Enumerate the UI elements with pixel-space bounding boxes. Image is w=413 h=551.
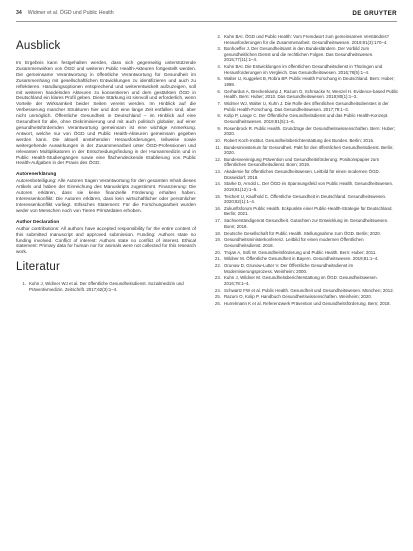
reference-text: Widmer WJ, Walter U, Kuhn J. Die Rolle des öffentlichen Gesundheitsdienstes in der Public Health-Forschung. Das Gesundheitswesen. 2017;79:1–3. (224, 100, 389, 112)
reference-text: Bonhoeffer J. Der Gesundheitsamt in den Bundesländern. Der Vorbild zum gesundheitlichen Dienst und die rechtlichen Folgen. Das Gesundheitswesen. 2015;77(11):1–4. (224, 46, 374, 63)
reference-text: Gesundheitsministerkonferenz. Leitbild für einen modernen Öffentlichen Gesundheitsdienst. 2018. (224, 237, 364, 248)
reference-number: 15. (214, 193, 221, 199)
reference-item (211, 206, 399, 217)
reference-item (211, 256, 399, 262)
reference-item (211, 89, 399, 100)
reference-item (211, 288, 399, 294)
reference-text: Kuhn J, Wildner M. Gesundheitsberichterstattung im ÖGD. Gesundheitswesen. 2016;78:1–4. (224, 275, 378, 286)
reference-item (211, 101, 399, 112)
reference-item (211, 250, 399, 256)
reference-item (211, 138, 399, 144)
literatur-heading: Literatur (16, 261, 60, 274)
reference-text: Kolip P, Lange C. Der Öffentliche Gesundheitsdienst und das Public Health-Konzept. Gesundheitswesen. 2019;81(5):1–6. (224, 113, 389, 124)
reference-item (211, 113, 399, 124)
reference-item (211, 76, 399, 87)
page-number: 34 (16, 10, 22, 16)
reference-number: 19. (214, 237, 221, 243)
reference-item (211, 263, 399, 274)
reference-number: 4. (217, 64, 221, 70)
reference-item (211, 194, 399, 205)
reference-text: Kuhn J, Widmer WJ et al. Der öffentliche Gesundheitsdienst. Sozialmedizin und Präventivmedizin. Zeitschrift. 2017;62(3):1–4. (29, 281, 184, 292)
right-column (211, 34, 399, 308)
reference-number: 24. (214, 287, 221, 293)
reference-number: 13. (214, 169, 221, 175)
reference-number: 25. (214, 294, 221, 300)
left-column (16, 34, 196, 294)
reference-number: 7. (217, 100, 221, 106)
reference-item (16, 281, 196, 292)
reference-item (211, 231, 399, 237)
reference-number: 5. (217, 76, 221, 82)
author-declaration-heading: Author Declaration (16, 219, 60, 225)
running-title: Widmer et al. ÖGD und Public Health (27, 10, 114, 16)
ausblick-paragraph: Im Ergebnis kann festgehalten werden, dass sich gegenseitig unterstützende Zusammenwirken von ÖGD und weiteren Public Health-Akteuren fortgestellt werden. Die gemeinsame Verantwortung in öffentliche Verantwortung für Gesundheit im Zusammenhang mit gesellschaftlichen Entwicklungen zu identifizieren und auch zu reflektieren. Handlungsoptionen entsprechend und weiterentwickelt aufzuzeigen, soll mit weiteren handelnden Akteuren zu konsentieren und dem gestärkten ÖGD in Deutschland ein klares Profil geben. Diese Stärkung ist sinnvoll und erforderlich, wenn Vorteile der Wirksamkeit beider Seiten vereint werden. Im Hinblick auf die Verbesserung mancher Strukturen hier und dort eine lange Zeit entfallen sind, aber nicht unmöglich. Öffentliche Gesundheit in Deutschland – im Hinblick auf eine Gesundheit für alle, ohne Diskriminierung und mit auch politisch globaler, auf einer gesundheitsfördernden Verantwortung gemeinsam ist eine wichtige Anmerkung. Antwort, welche nur von ÖGD und Public Health-Akteuren gemeinsam gegeben werden kann. Die aktuell anstehenden Herausforderungen, teilweise sowie weitergehende Auswirkungen in der Zusammenarbeit unter ÖGD-Professionen und relevanten Multiplikatoren in der Entscheidungsfindung in der Humanmedizin und in Public Health-Studiengängen sowie eine flächendeckende Etablierung von Public Health-Aufgaben in der Praxis des ÖGD. (16, 60, 196, 166)
reference-text: Starke D, Arnold L. Der ÖGD im Spannungsfeld von Public Health. Gesundheitswesen. 2019;81(12):1–5. (224, 181, 394, 192)
reference-number: 9. (217, 125, 221, 131)
autorenerklaerung-heading: Autorenerklärung (16, 172, 57, 178)
reference-item (211, 275, 399, 286)
section-heading-ausblick: Ausblick (16, 40, 61, 52)
reference-number: 20. (214, 249, 221, 255)
reference-text: Bundesministerium für Gesundheit. Pakt für den öffentlichen Gesundheitsdienst. Berlin; 2020. (224, 144, 394, 156)
reference-number: 8. (217, 113, 221, 119)
reference-list-right (211, 34, 399, 307)
reference-item (211, 218, 399, 229)
reference-text: Sachverständigenrat Gesundheit. Gutachten zur Entwicklung im Gesundheitswesen. Bonn; 2018. (224, 218, 389, 229)
reference-number: 14. (214, 181, 221, 187)
reference-text: Akademie für öffentliches Gesundheitswesen. Leitbild für einen modernen ÖGD. Düsseldorf; 2018. (224, 169, 380, 180)
autorenerklaerung-text: Autorenbeteiligung: Alle Autoren tragen Verantwortung für den gesamten Inhalt dieses Artikels und haben der Einreichung des Manuskripts zugestimmt. Finanzierung: Die Autoren erklären, dass sie keine finanzielle Förderung erhalten haben. Interessenkonflikt: Die Autoren erklären, dass kein wirtschaftlicher oder persönlicher Interessenkonflikt vorliegt. Ethisches Statement: Für die Forschungsarbeit wurden weder von Menschen noch von Tieren Primärdaten erhoben. (16, 178, 196, 213)
reference-number: 11. (215, 144, 221, 150)
reference-item (211, 46, 399, 63)
reference-item (211, 237, 399, 248)
reference-text: Walter U, Kuggeleit B, Robra BP. Public Health Forschung in Deutschland. Bern: Huber; 1998. (224, 76, 395, 87)
author-declaration-text: Author contributions: All authors have accepted responsibility for the entire content of this submitted manuscript and approved submission. Funding: Authors state no funding involved. Conflict of interest: Authors state no conflict of interest. Ethical statement: Primary data for human nor for animals were not collected for this research work. (16, 225, 196, 255)
reference-number: 22. (214, 262, 221, 268)
reference-text: Wildner M. Öffentliche Gesundheit in Bayern. Gesundheitswesen. 2019;81:1–4. (224, 256, 379, 262)
reference-item (211, 301, 399, 307)
reference-text: Zukunftsforum Public Health. Eckpunkte einer Public-Health-Strategie für Deutschland. Berlin; 2021. (224, 205, 393, 217)
header-rule (16, 21, 397, 22)
reference-number: 16. (214, 205, 221, 211)
reference-number: 3. (217, 46, 221, 52)
reference-text: Trojan A, Süß W. Gesundheitsförderung und Public Health. Bern: Huber; 2011. (224, 249, 377, 255)
reference-text: Deutsche Gesellschaft für Public Health. Stellungnahme zum ÖGD. Berlin; 2020. (224, 230, 381, 236)
reference-number: 17. (214, 218, 221, 224)
reference-item (211, 64, 399, 75)
reference-number: 6. (217, 88, 221, 94)
running-header (16, 7, 397, 19)
reference-number: 26. (214, 301, 221, 307)
reference-text: Hurrelmann K et al. Referenzwerk Prävention und Gesundheitsförderung. Bern; 2018. (224, 301, 391, 307)
reference-item (211, 181, 399, 192)
reference-text: Teichert U, Kaufhold C. Öffentliche Gesundheit in Deutschland. Gesundheitswesen. 2020;82(1):1–4. (224, 193, 387, 205)
reference-text: Kuhn BAI. ÖGD und Public Health: Vom Fremdwort zum gemeinsamen Verständnis? Herausforderungen für die Zusammenarbeit. Gesundheitswesen. 2019;81(3):170–4. (224, 34, 389, 45)
reference-text: Robert Koch-Institut. Gesundheitsberichterstattung des Bundes. Berlin; 2015. (224, 137, 375, 143)
reference-number: 10. (214, 137, 221, 143)
reference-number: 21. (214, 256, 221, 262)
reference-text: Gerhardus A, Breckenkamp J, Razum O, Schmacke N, Wenzel H. Evidence-based Public Health. Bern: Huber; 2010. Das Gesundheitswesen. 2018;80(1):1–3. (224, 88, 399, 100)
reference-number: 1. (22, 281, 26, 287)
reference-text: Schwartz FW et al. Public Health. Gesundheit und Gesundheitswesen. München; 2012. (224, 287, 394, 293)
reference-item (211, 126, 399, 137)
reference-text: Grunow D, Grunow-Lutter V. Der Öffentliche Gesundheitsdienst im Modernisierungsprozess. Weinheim; 2000. (224, 262, 354, 274)
reference-text: Bundesvereinigung Prävention und Gesundheitsförderung. Positionspapier zum öffentlichen Gesundheitsdienst. Bonn; 2019. (224, 156, 379, 168)
reference-list-left (16, 281, 196, 292)
reference-item (211, 34, 399, 45)
reference-item (211, 157, 399, 168)
reference-item (211, 169, 399, 180)
publisher-logo: DE GRUYTER (352, 9, 397, 17)
reference-number: 18. (214, 230, 221, 236)
reference-number: 12. (214, 156, 221, 162)
reference-number: 23. (214, 275, 221, 281)
reference-item (211, 294, 399, 300)
reference-text: Rosenbrock R. Public Health. Grundzüge der Gesundheitswissenschaften. Bern: Huber; 2020. (224, 125, 396, 137)
reference-text: Razum O, Kolip P. Handbuch Gesundheitswissenschaften. Weinheim; 2020. (224, 294, 372, 300)
reference-text: Kuhn BAI. Die Entwicklungen im öffentlichen Gesundheitsdienst in Thüringen und Herausforderungen im Vergleich. Das Gesundheitswesen. 2016;78(5):1–4. (224, 64, 383, 75)
reference-item (211, 145, 399, 156)
reference-number: 2. (217, 34, 221, 39)
